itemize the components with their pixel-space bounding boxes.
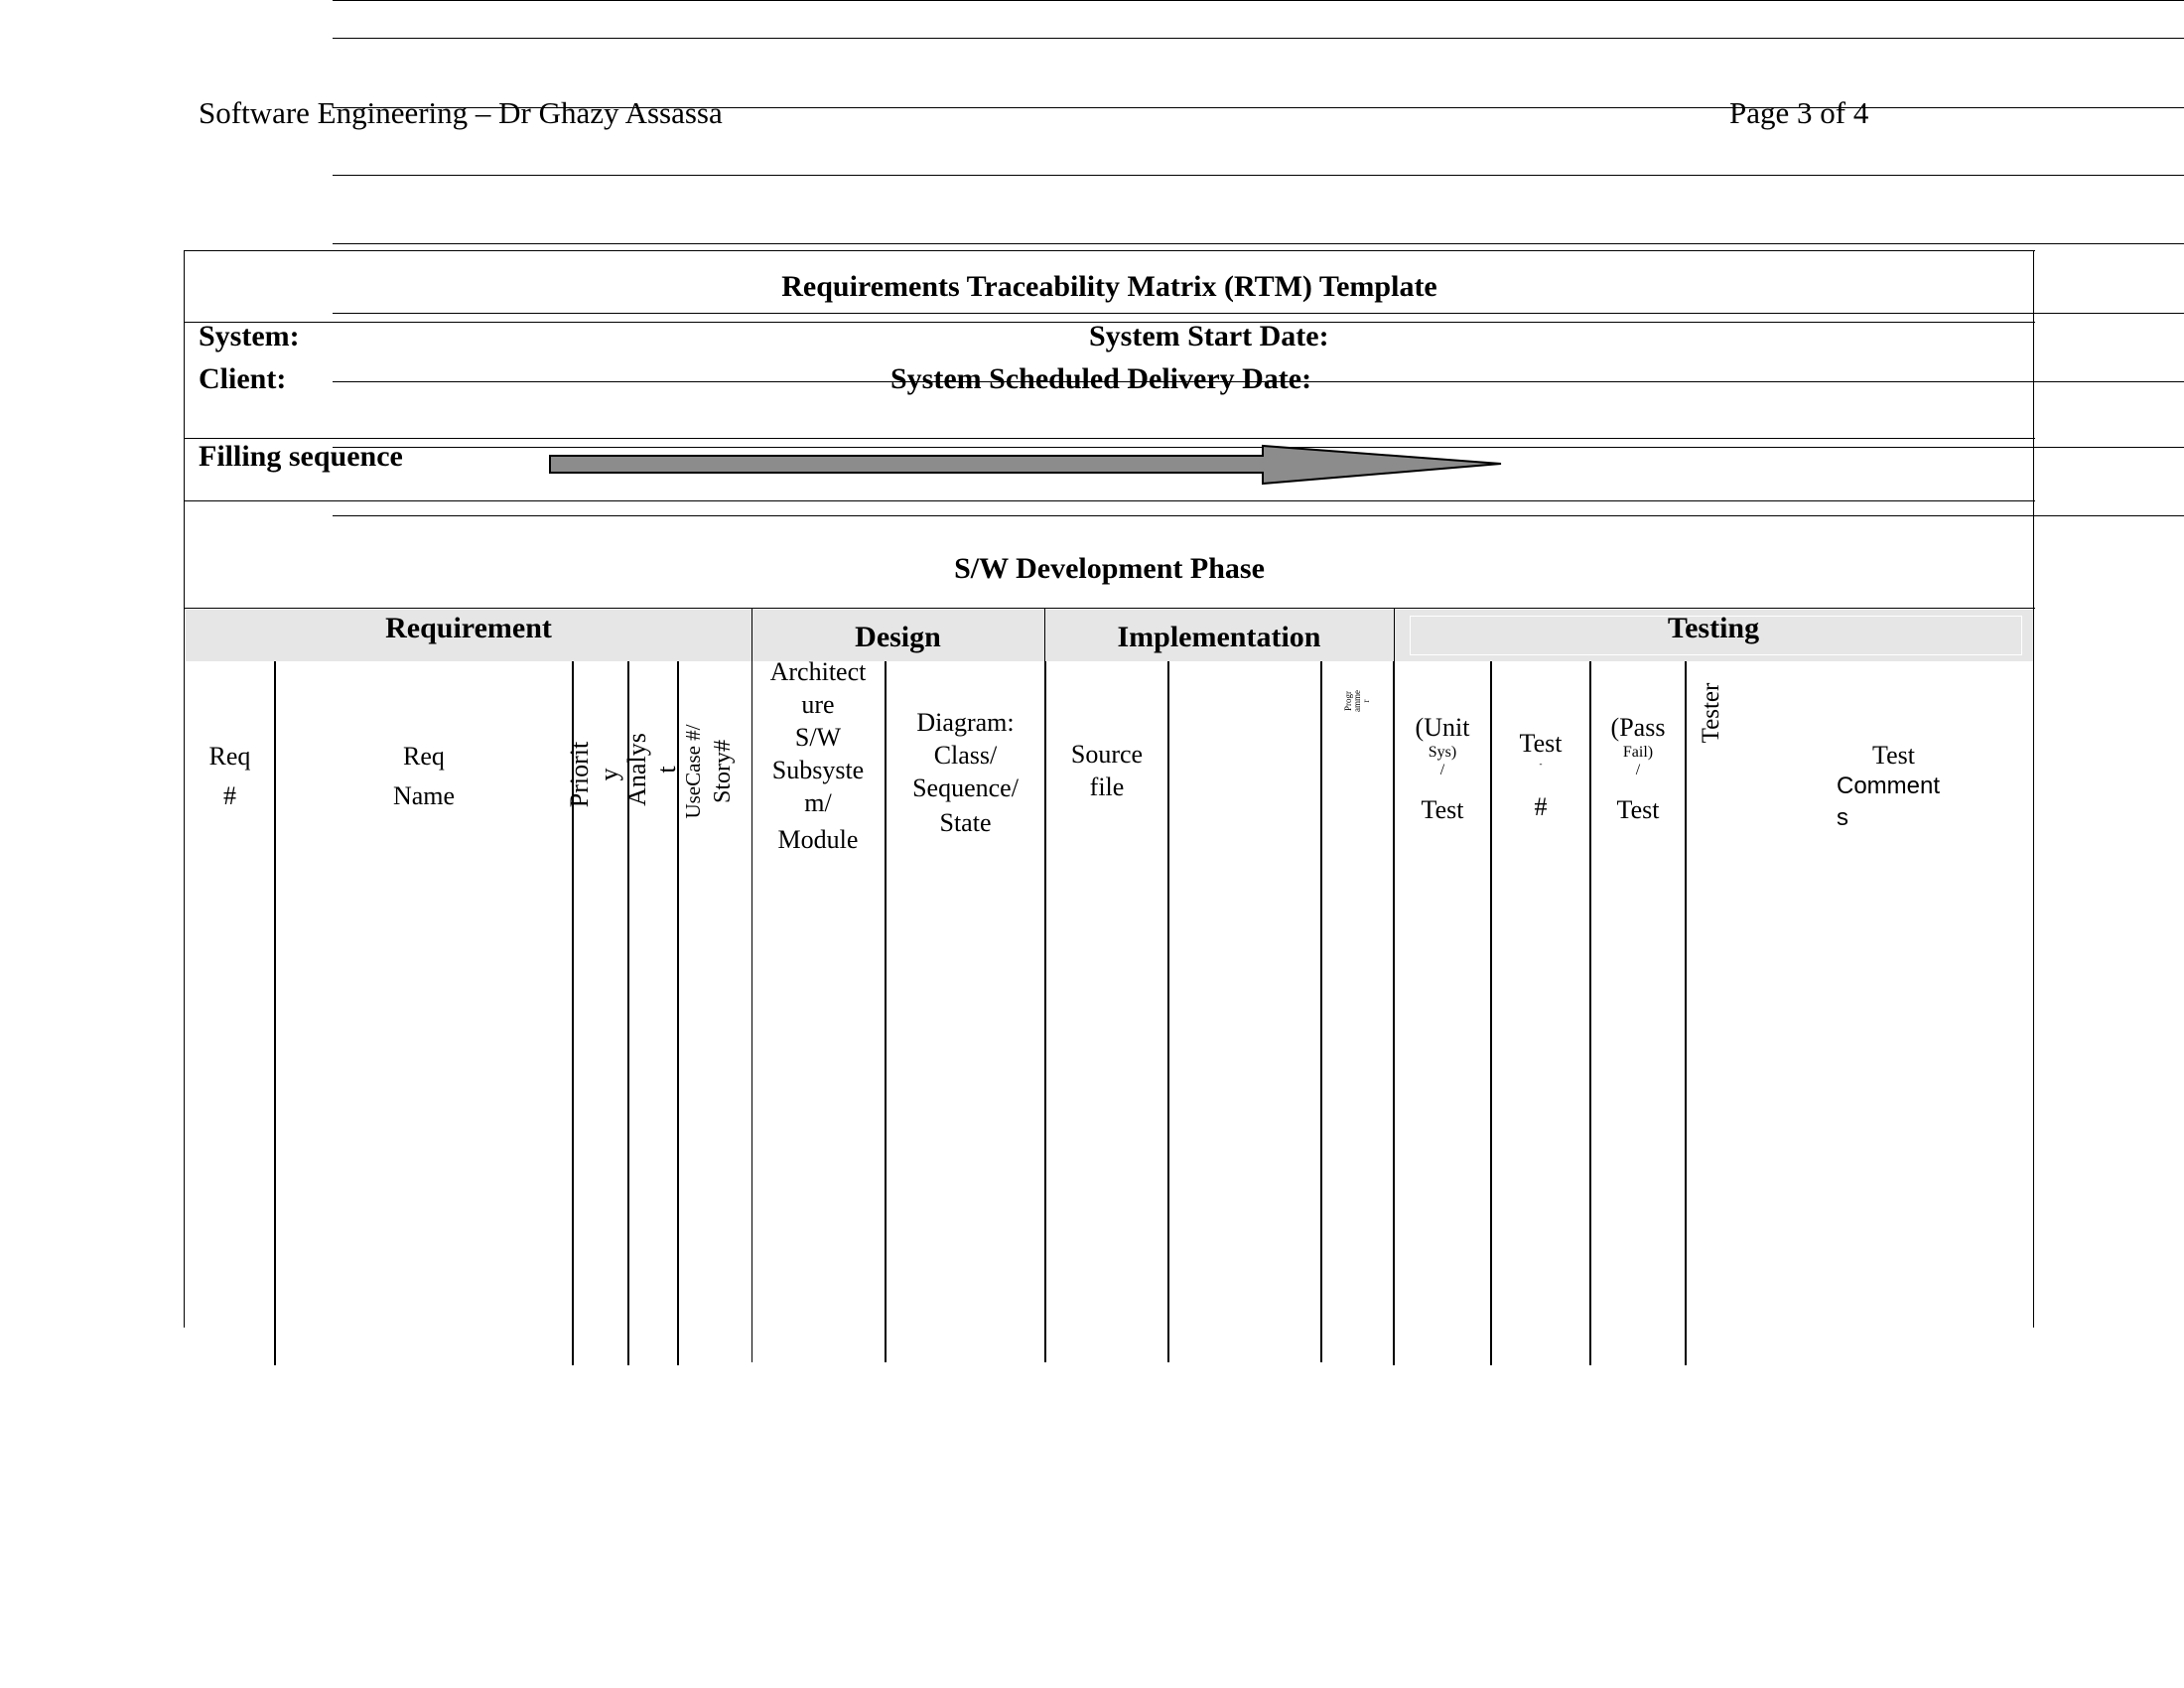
col-usecase-story: UseCase #/ Story#	[681, 724, 736, 819]
group-design: Design	[855, 621, 941, 653]
col-test-result: (Pass Fail) / Test	[1610, 713, 1666, 824]
col-source-file: Source file	[1070, 740, 1144, 801]
col-test-type: (Unit Sys) / Test	[1415, 713, 1470, 824]
col-test-comments: Test	[1872, 741, 1915, 770]
col-req-number: Req #	[208, 742, 251, 810]
col-diagram: Diagram: Class/ Sequence/ State	[912, 708, 1019, 837]
page-number: Page 3 of 4	[1729, 95, 1869, 130]
group-requirement: Requirement	[385, 612, 552, 644]
page-header-left: Software Engineering – Dr Ghazy Assassa	[199, 95, 723, 130]
col-req-name: Req Name	[392, 742, 456, 810]
filling-sequence-arrow-icon	[546, 442, 1509, 490]
filling-sequence-label: Filling sequence	[199, 440, 403, 473]
form-title: Requirements Traceability Matrix (RTM) Template	[781, 270, 1437, 303]
col-tester: Tester	[1698, 682, 1724, 744]
col-programmer: Progr amme r	[1343, 690, 1371, 712]
client-label: Client:	[199, 362, 287, 395]
delivery-date-label: System Scheduled Delivery Date:	[890, 362, 1312, 395]
system-label: System:	[199, 320, 300, 352]
col-architecture: Architect ure S/W Subsyste m/ Module	[769, 657, 867, 854]
phase-title: S/W Development Phase	[954, 552, 1265, 585]
col-priority: Priorit y	[565, 741, 623, 808]
col-test-number: Test - #	[1519, 729, 1563, 821]
group-implementation: Implementation	[1117, 621, 1321, 653]
col-analyst: Analys t	[622, 733, 681, 806]
group-testing: Testing	[1667, 612, 1760, 644]
start-date-label: System Start Date:	[1089, 320, 1329, 352]
